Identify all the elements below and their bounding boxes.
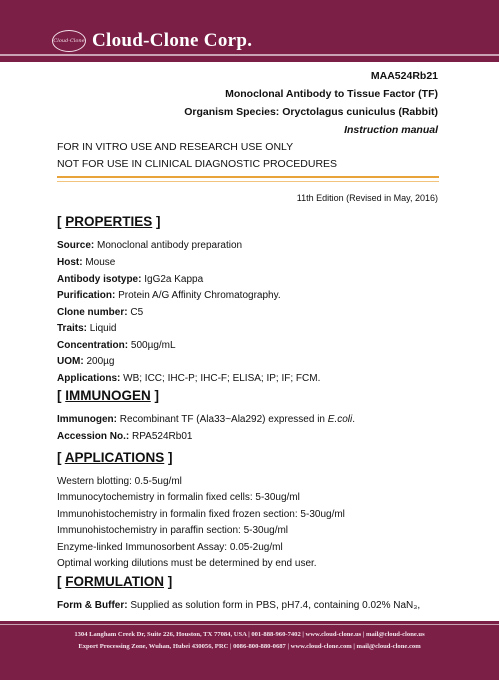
company-logo (52, 26, 252, 56)
property-source: Source: Monoclonal antibody preparation (57, 240, 243, 251)
application-item: Enzyme-linked Immunosorbent Assay: 0.05-2ug/ml (57, 542, 283, 553)
property-host: Host: Mouse (57, 257, 116, 268)
application-item: Immunohistochemistry in paraffin section: 5-30ug/ml (57, 525, 289, 536)
property-traits: Traits: Liquid (57, 323, 117, 334)
formulation-buffer: Form & Buffer: Supplied as solution form in PBS, pH7.4, containing 0.02% NaN₃, (57, 600, 421, 611)
organism-species: Organism Species: Oryctolagus cuniculus (Rabbit) (184, 106, 438, 118)
application-item: Optimal working dilutions must be determined by end user. (57, 558, 317, 569)
application-item: Western blotting: 0.5-5ug/ml (57, 476, 182, 487)
page-header (0, 0, 499, 62)
catalog-number: MAA524Rb21 (370, 70, 438, 82)
section-immunogen-title: [ IMMUNOGEN ] (57, 388, 159, 403)
immunogen-description: Immunogen: Recombinant TF (Ala33~Ala292) expressed in E.coli. (57, 414, 356, 425)
edition-info: 11th Edition (Revised in May, 2016) (296, 193, 438, 203)
orange-divider (57, 176, 439, 178)
property-clone-number: Clone number: C5 (57, 307, 144, 318)
orange-divider-thin (57, 181, 439, 182)
footer-address-us: 1304 Langham Creek Dr, Suite 226, Houston, TX 77084, USA | 001-888-960-7402 | www.cloud-clone.us | mail@cloud-clone.us (74, 631, 425, 638)
page-footer (0, 621, 499, 680)
logo-mark-icon (52, 30, 86, 52)
property-isotype: Antibody isotype: IgG2a Kappa (57, 274, 204, 285)
manual-label: Instruction manual (344, 124, 438, 136)
application-item: Immunohistochemistry in formalin fixed frozen section: 5-30ug/ml (57, 509, 345, 520)
property-uom: UOM: 200µg (57, 356, 115, 367)
property-purification: Purification: Protein A/G Affinity Chromatography. (57, 290, 281, 301)
property-concentration: Concentration: 500µg/mL (57, 340, 176, 351)
research-use-note: FOR IN VITRO USE AND RESEARCH USE ONLY (57, 141, 294, 153)
product-name: Monoclonal Antibody to Tissue Factor (TF) (225, 88, 438, 100)
accession-number: Accession No.: RPA524Rb01 (57, 431, 193, 442)
diagnostic-use-note: NOT FOR USE IN CLINICAL DIAGNOSTIC PROCEDURES (57, 158, 338, 170)
footer-divider (0, 624, 499, 625)
property-applications: Applications: WB; ICC; IHC-P; IHC-F; ELISA; IP; IF; FCM. (57, 373, 321, 384)
section-formulation-title: [ FORMULATION ] (57, 574, 173, 589)
section-properties-title: [ PROPERTIES ] (57, 214, 161, 229)
section-applications-title: [ APPLICATIONS ] (57, 450, 173, 465)
logo-mark-text: Cloud-Clone (53, 38, 85, 44)
company-name: Cloud-Clone Corp. (92, 30, 253, 51)
application-item: Immunocytochemistry in formalin fixed cells: 5-30ug/ml (57, 492, 300, 503)
header-divider (0, 54, 499, 56)
footer-address-cn: Export Processing Zone, Wuhan, Hubei 430056, PRC | 0086-800-880-0687 | www.cloud-clone.com | mail@cloud-clone.com (78, 643, 421, 650)
